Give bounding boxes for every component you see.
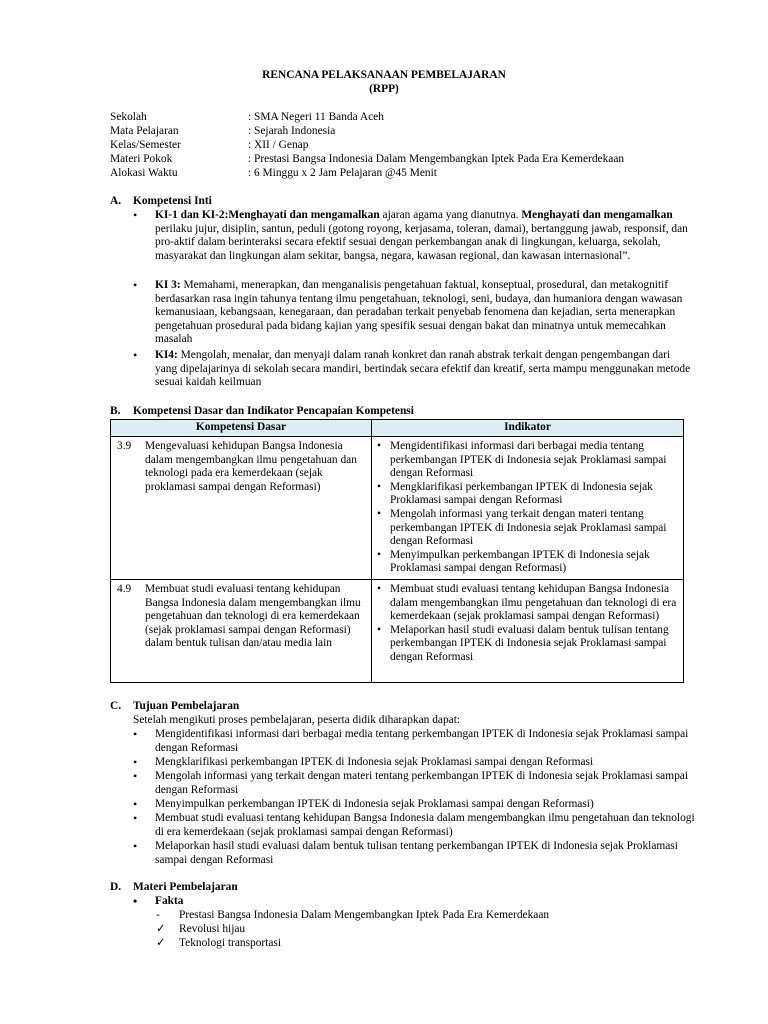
bullet-icon: • — [133, 208, 138, 222]
info-label-kelas-semester: Kelas/Semester — [110, 139, 181, 151]
ki3-bold: KI 3: — [155, 279, 181, 291]
kd-number: 3.9 — [117, 440, 132, 452]
tujuan-item — [133, 755, 695, 770]
indikator-cell — [372, 437, 684, 580]
section-a-letter: A. — [110, 195, 122, 207]
indicator-list — [376, 440, 679, 576]
kd-description: Membuat studi evaluasi tentang kehidupan Bangsa Indonesia dalam mengembangkan ilmu pengetahuan dan teknologi di era kemerdekaan (sejak proklamasi sampai dengan Reformasi) dalam bentuk tulisan dan/atau media lain — [145, 583, 361, 650]
bullet-icon: • — [133, 727, 138, 741]
section-b-letter: B. — [110, 405, 121, 417]
indicator-item: • Mengklarifikasi perkembangan IPTEK di Indonesia sejak Proklamasi sampai dengan Reformasi — [376, 481, 679, 508]
indikator-cell — [372, 580, 684, 683]
tujuan-text: Membuat studi evaluasi tentang kehidupan Bangsa Indonesia dalam mengembangkan ilmu pengetahuan dan teknologi di era kemerdekaan (sejak proklamasi sampai dengan Reformasi) — [155, 812, 695, 838]
fakta-item — [133, 894, 695, 909]
table-row — [111, 580, 684, 683]
table-row — [111, 437, 684, 580]
tujuan-item — [133, 727, 695, 755]
ki3-text: Memahami, menerapkan, dan menganalisis pengetahuan faktual, konseptual, prosedural, dan metakognitif berdasarkan rasa ingin tahunya tentang ilmu pengetahuan, teknologi, seni, budaya, dan humaniora dengan wawasan kemanusiaan, kebangsaan, kenegaraan, dan peradaban terkait penyebab fenomena dan kejadian, serta menerapkan pengetahuan prosedural pada bidang kajian yang spesifik sesuai dengan bakat dan minatnya untuk memecahkan masalah — [155, 279, 683, 346]
info-value-sekolah: : SMA Negeri 11 Banda Aceh — [248, 111, 384, 123]
info-value-alokasi-waktu: : 6 Minggu x 2 Jam Pelajaran @45 Menit — [248, 167, 437, 179]
fakta-dash-item: Prestasi Bangsa Indonesia Dalam Mengembangkan Iptek Pada Era Kemerdekaan — [179, 909, 550, 921]
ki-1-2-item — [133, 208, 695, 263]
info-label-materi-pokok: Materi Pokok — [110, 153, 173, 165]
fakta-check-item: Teknologi transportasi — [179, 937, 282, 949]
fakta-check-item: Revolusi hijau — [179, 923, 246, 935]
indicator-item: • Mengidentifikasi informasi dari berbagai media tentang perkembangan IPTEK di Indonesia sejak Proklamasi sampai dengan Reformasi — [376, 440, 679, 481]
ki12-bold-2: Menghayati dan mengamalkan — [521, 209, 673, 221]
tujuan-text: Menyimpulkan perkembangan IPTEK di Indonesia sejak Proklamasi sampai dengan Reformasi) — [155, 798, 594, 810]
bullet-icon: • — [133, 894, 138, 908]
table-header-row — [111, 420, 684, 437]
tujuan-text: Melaporkan hasil studi evaluasi dalam bentuk tulisan tentang perkembangan IPTEK di Indonesia sejak Proklamasi sampai dengan Reformasi — [155, 840, 678, 866]
bullet-icon: • — [133, 755, 138, 769]
kd-indikator-table — [110, 419, 684, 683]
document-subtitle: (RPP) — [369, 83, 399, 95]
ki12-text-2: perilaku jujur, disiplin, santun, peduli (gotong royong, kerjasama, toleran, damai), bertanggung jawab, responsif, dan pro-aktif dalam berinteraksi secara efektif sesuai dengan perkembangan anak di lingkungan, keluarga, sekolah, masyarakat dan lingkungan alam sekitar, bangsa, negara, kawasan regional, dan kawasan internasional”. — [155, 222, 688, 262]
info-value-mata-pelajaran: : Sejarah Indonesia — [248, 125, 336, 137]
bullet-icon: • — [133, 278, 138, 292]
ki12-bold-1: KI-1 dan KI-2:Menghayati dan mengamalkan — [155, 209, 380, 221]
section-d-heading — [110, 881, 238, 895]
fakta-label: Fakta — [155, 895, 184, 907]
tujuan-item — [133, 797, 695, 812]
bullet-icon: • — [133, 797, 138, 811]
tujuan-item — [133, 839, 695, 867]
info-label-alokasi-waktu: Alokasi Waktu — [110, 167, 178, 179]
bullet-icon: • — [133, 769, 138, 783]
tujuan-item — [133, 769, 695, 797]
indicator-list — [376, 583, 679, 665]
section-c-letter: C. — [110, 700, 122, 712]
ki4-bold: KI4: — [155, 349, 178, 361]
tujuan-text: Mengklarifikasi perkembangan IPTEK di Indonesia sejak Proklamasi sampai dengan Reformasi — [155, 756, 594, 768]
tujuan-text: Mengolah informasi yang terkait dengan materi tentang perkembangan IPTEK di Indonesia sejak Proklamasi sampai dengan Reformasi — [155, 770, 688, 796]
section-b-title: Kompetensi Dasar dan Indikator Pencapaian Kompetensi — [133, 405, 414, 417]
checkmark-icon: ✓ — [156, 923, 166, 935]
document-title: RENCANA PELAKSANAAN PEMBELAJARAN — [262, 69, 506, 81]
indicator-item: • Membuat studi evaluasi tentang kehidupan Bangsa Indonesia dalam mengembangkan ilmu pengetahuan dan teknologi di era kemerdekaan (sejak proklamasi sampai dengan Reformasi) — [376, 583, 679, 624]
kd-description: Mengevaluasi kehidupan Bangsa Indonesia dalam mengembangkan ilmu pengetahuan dan teknologi pada era kemerdekaan (sejak proklamasi sampai dengan Reformasi) — [145, 440, 357, 493]
bullet-icon: • — [133, 839, 138, 853]
info-label-mata-pelajaran: Mata Pelajaran — [110, 125, 179, 137]
info-value-materi-pokok: : Prestasi Bangsa Indonesia Dalam Mengembangkan Iptek Pada Era Kemerdekaan — [248, 153, 625, 165]
section-c-title: Tujuan Pembelajaran — [133, 700, 240, 712]
section-c-heading — [110, 700, 239, 714]
dash-icon: - — [156, 909, 160, 921]
header-indikator: Indikator — [372, 420, 684, 437]
ki12-text-1: ajaran agama yang dianutnya. — [379, 209, 522, 221]
kd-cell — [111, 437, 372, 580]
bullet-icon: • — [133, 348, 138, 362]
section-d-letter: D. — [110, 881, 122, 893]
info-label-sekolah: Sekolah — [110, 111, 147, 123]
section-d-title: Materi Pembelajaran — [133, 881, 238, 893]
indicator-item: • Mengolah informasi yang terkait dengan materi tentang perkembangan IPTEK di Indonesia sejak Proklamasi sampai dengan Reformasi — [376, 508, 679, 549]
info-value-kelas-semester: : XII / Genap — [248, 139, 309, 151]
tujuan-item — [133, 811, 695, 839]
kd-cell — [111, 580, 372, 683]
kd-number: 4.9 — [117, 583, 132, 595]
ki-3-item — [133, 278, 695, 347]
header-kompetensi-dasar: Kompetensi Dasar — [111, 420, 372, 437]
bullet-icon: • — [133, 811, 138, 825]
indicator-item: • Menyimpulkan perkembangan IPTEK di Indonesia sejak Proklamasi sampai dengan Reformasi) — [376, 549, 679, 576]
section-b-heading — [110, 405, 414, 419]
ki4-text: Mengolah, menalar, dan menyaji dalam ranah konkret dan ranah abstrak terkait dengan pengembangan dari yang dipelajarinya di sekolah secara mandiri, bertindak secara efektif dan kreatif, serta mampu menggunakan metode sesuai kaidah keilmuan — [155, 349, 691, 389]
section-a-title: Kompetensi Inti — [133, 195, 212, 207]
indicator-item: • Melaporkan hasil studi evaluasi dalam bentuk tulisan tentang perkembangan IPTEK di Indonesia sejak Proklamasi sampai dengan Reformasi — [376, 624, 679, 665]
section-a-heading — [110, 195, 212, 209]
tujuan-text: Mengidentifikasi informasi dari berbagai media tentang perkembangan IPTEK di Indonesia sejak Proklamasi sampai dengan Reformasi — [155, 728, 689, 754]
section-c-intro: Setelah mengikuti proses pembelajaran, peserta didik diharapkan dapat: — [133, 714, 461, 726]
checkmark-icon: ✓ — [156, 937, 166, 949]
ki-4-item — [133, 348, 695, 390]
